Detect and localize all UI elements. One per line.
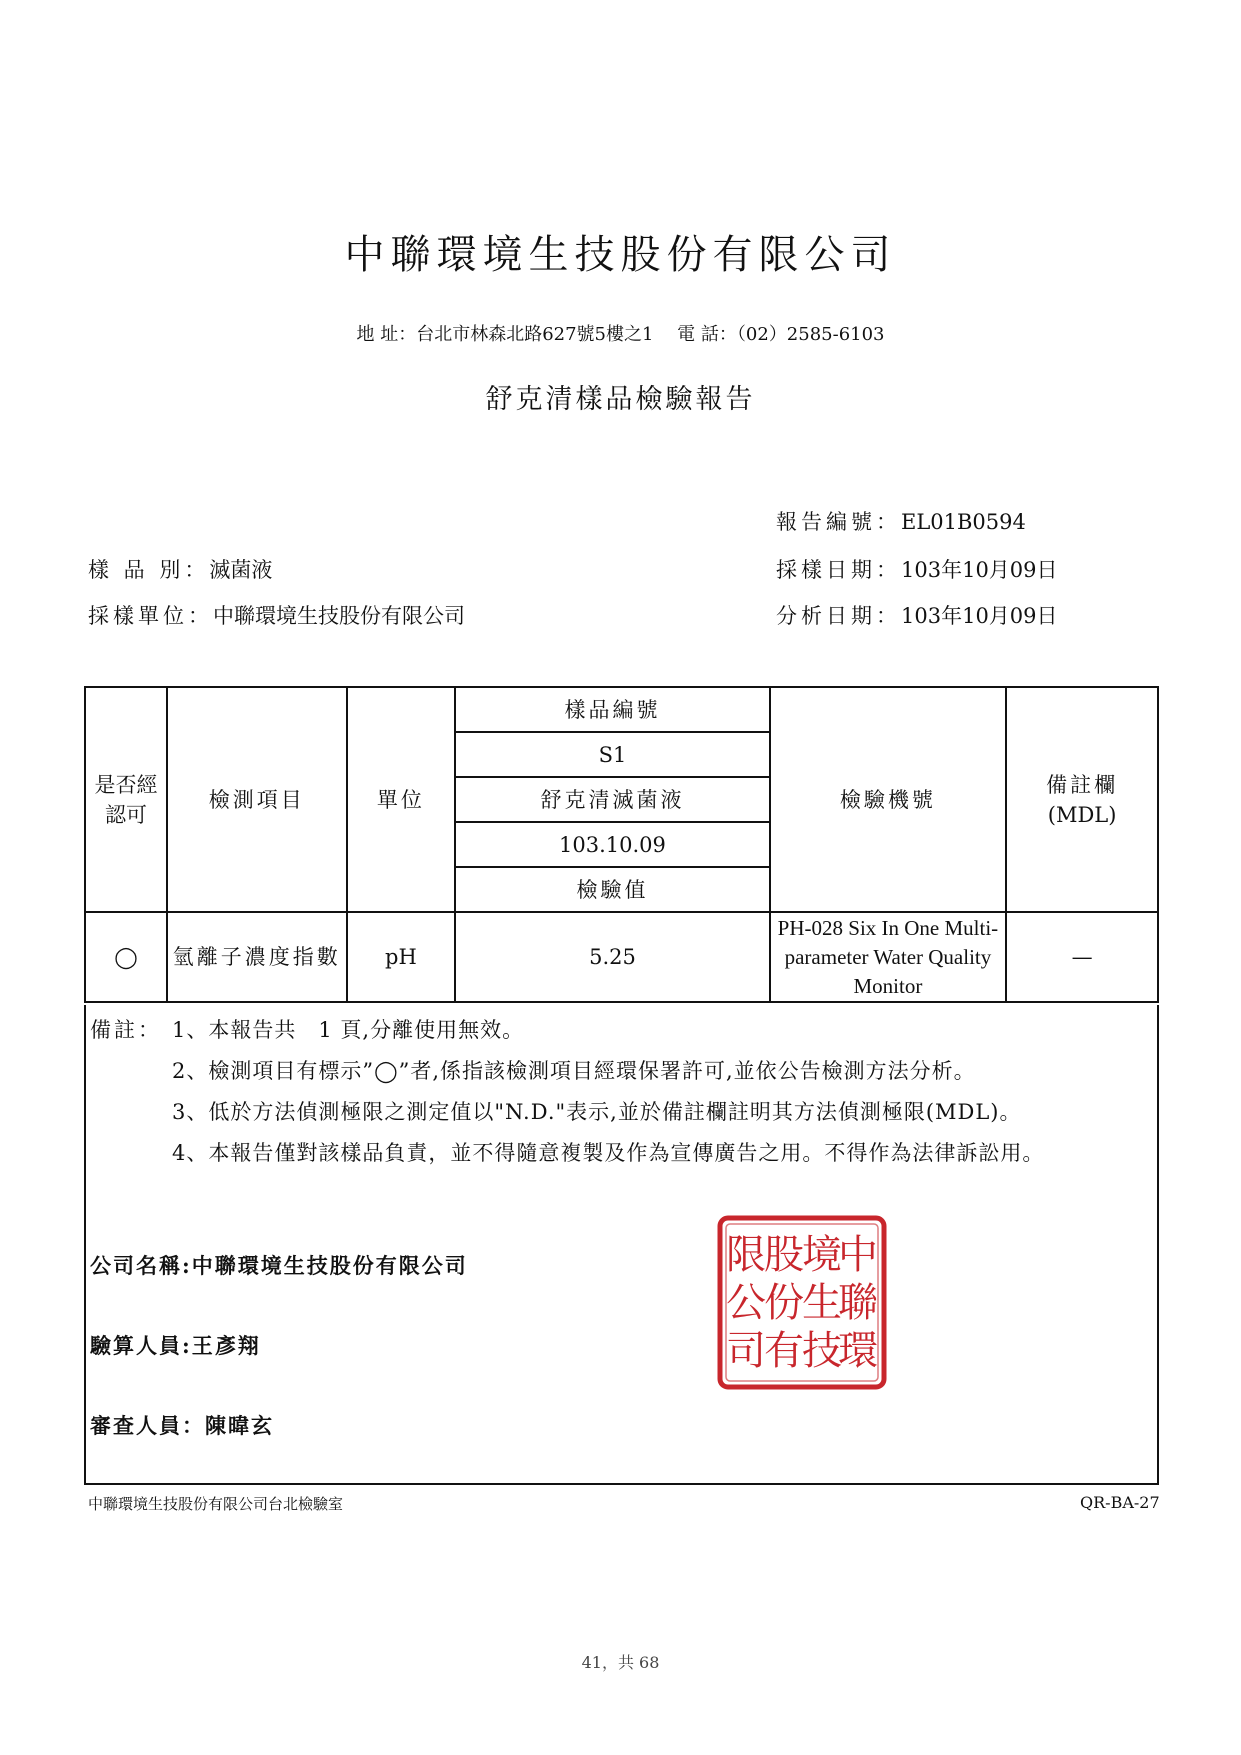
test-unit: pH <box>347 912 456 1002</box>
sampling-unit-label: 採樣單位： <box>88 604 213 628</box>
header-certified: 是否經認可 <box>85 687 167 912</box>
seal-character: 聯 <box>838 1280 878 1326</box>
report-title: 舒克清樣品檢驗報告 <box>485 384 756 415</box>
sample-type-value: 滅菌液 <box>209 558 273 582</box>
seal-character: 限 <box>726 1232 766 1278</box>
page-number: 41，共 68 <box>581 1653 660 1672</box>
test-item: 氫離子濃度指數 <box>167 912 347 1002</box>
note-item: 4、本報告僅對該樣品負責，並不得隨意複製及作為宣傳廣告之用。不得作為法律訴訟用。 <box>172 1141 1045 1165</box>
header-remarks-mdl: (MDL) <box>1047 802 1117 827</box>
footer-form-code: QR-BA-27 <box>1080 1493 1160 1512</box>
notes-label: 備註： <box>90 1018 162 1042</box>
header-remarks-label: 備註欄 <box>1046 772 1119 797</box>
note-item: 1、本報告共 1 頁,分離使用無效。 <box>172 1018 525 1042</box>
sampling-unit-value: 中聯環境生技股份有限公司 <box>213 604 465 628</box>
company-title: 中聯環境生技股份有限公司 <box>344 232 897 278</box>
remarks-value: — <box>1006 912 1158 1002</box>
header-unit: 單位 <box>347 687 456 912</box>
company-name-value: 中聯環境生技股份有限公司 <box>191 1253 468 1278</box>
sampling-date-label: 採樣日期： <box>776 558 901 582</box>
seal-character: 有 <box>764 1328 804 1374</box>
footer-lab: 中聯環境生技股份有限公司台北檢驗室 <box>88 1495 344 1513</box>
seal-character: 股 <box>764 1232 804 1278</box>
results-table <box>84 686 1159 1003</box>
calculator-line <box>90 1331 261 1361</box>
company-seal <box>716 1214 888 1391</box>
report-number-value: EL01B0594 <box>901 510 1026 534</box>
header-sample-number: 樣品編號 <box>455 687 769 732</box>
analysis-date <box>776 601 1058 631</box>
company-name-line <box>90 1251 468 1281</box>
seal-character: 司 <box>726 1328 766 1374</box>
header-instrument: 檢驗機號 <box>770 687 1007 912</box>
test-value: 5.25 <box>455 912 769 1002</box>
header-item: 檢測項目 <box>167 687 347 912</box>
note-item: 2、檢測項目有標示”◯”者,係指該檢測項目經環保署許可,並依公告檢測方法分析。 <box>172 1059 976 1083</box>
seal-character: 中 <box>838 1232 878 1278</box>
sample-type <box>88 555 272 585</box>
header-value: 檢驗值 <box>455 867 769 912</box>
analysis-date-label: 分析日期： <box>776 604 901 628</box>
reviewer-line <box>90 1411 274 1441</box>
analysis-date-value: 103年10月09日 <box>901 604 1058 628</box>
company-name-label: 公司名稱: <box>90 1253 192 1278</box>
sampling-date-value: 103年10月09日 <box>901 558 1058 582</box>
note-item: 3、低於方法偵測極限之測定值以"N.D."表示,並於備註欄註明其方法偵測極限(MDL)。 <box>172 1100 1022 1124</box>
reviewer-name: 陳暐玄 <box>205 1413 274 1438</box>
sampling-unit <box>88 601 465 631</box>
header-remarks <box>1006 687 1158 912</box>
certified-mark: ◯ <box>85 912 167 1002</box>
calculator-label: 驗算人員: <box>90 1333 192 1358</box>
notes-box <box>84 1005 1159 1485</box>
seal-character: 環 <box>838 1328 878 1374</box>
report-number <box>776 507 1026 537</box>
sample-date: 103.10.09 <box>455 822 769 867</box>
sample-name: 舒克清滅菌液 <box>455 777 769 822</box>
seal-character: 技 <box>802 1328 842 1374</box>
sampling-date <box>776 555 1058 585</box>
sample-type-label: 樣 品 別： <box>88 558 210 582</box>
seal-character: 生 <box>802 1280 842 1326</box>
seal-character: 份 <box>764 1280 804 1326</box>
address-line: 地 址：台北市林森北路627號5樓之1 電 話：（02）2585-6103 <box>356 324 885 345</box>
table-row <box>85 912 1158 1002</box>
sample-id: S1 <box>455 732 769 777</box>
seal-character: 公 <box>726 1280 766 1326</box>
calculator-name: 王彥翔 <box>191 1333 261 1358</box>
seal-character: 境 <box>802 1232 842 1278</box>
report-number-label: 報告編號： <box>776 510 901 534</box>
instrument-id: PH-028 Six In One Multi-parameter Water Quality Monitor <box>770 912 1007 1002</box>
reviewer-label: 審查人員： <box>90 1413 205 1438</box>
